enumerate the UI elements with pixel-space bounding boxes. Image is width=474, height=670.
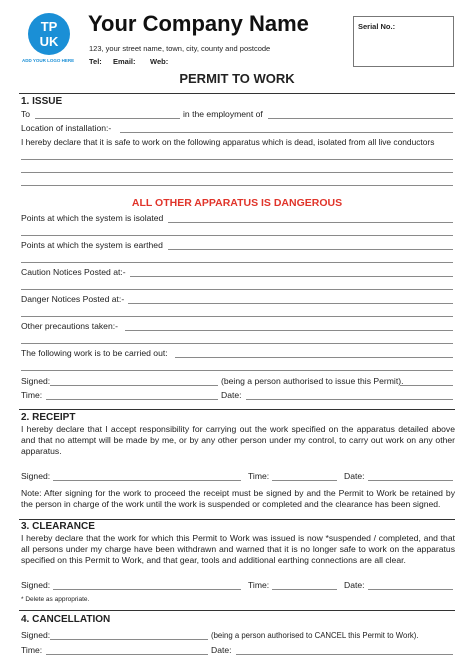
section-cancellation-heading: 4. CANCELLATION xyxy=(21,614,111,625)
issue-signed-note: (being a person authorised to issue this Permit). xyxy=(221,376,404,386)
page-title: PERMIT TO WORK xyxy=(179,71,295,86)
isolated-label: Points at which the system is isolated xyxy=(21,213,164,223)
receipt-note: Note: After signing for the work to proceed the receipt must be signed by and the Permit to Work be retained by the person in charge of the work until the work is suspended or completed and the clearance has been signed. xyxy=(21,488,455,509)
to-label: To xyxy=(21,109,31,119)
company-address: 123, your street name, town, city, county and postcode xyxy=(89,44,271,53)
section-divider xyxy=(19,93,455,94)
work-field-2[interactable] xyxy=(21,370,453,371)
location-label: Location of installation:- xyxy=(21,123,112,133)
delete-footnote: * Delete as appropriate. xyxy=(21,596,90,603)
earthed-field[interactable] xyxy=(168,249,453,250)
work-label: The following work is to be carried out: xyxy=(21,348,168,358)
apparatus-line-2[interactable] xyxy=(21,172,453,173)
issue-time-label: Time: xyxy=(21,390,43,400)
section-divider xyxy=(19,519,455,520)
logo-text-bottom: UK xyxy=(39,34,59,49)
clearance-time-label: Time: xyxy=(248,580,270,590)
company-logo xyxy=(28,13,70,55)
cancel-time-field[interactable] xyxy=(46,654,208,655)
logo-tagline: ADD YOUR LOGO HERE xyxy=(22,58,75,63)
cancel-signature-field[interactable] xyxy=(50,639,208,640)
issue-date-label: Date: xyxy=(221,390,242,400)
clearance-text: I hereby declare that the work for which this Permit to Work was issued is now *suspended / completed, and that all persons under my charge have been withdrawn and warned that it is no longer safe to work on the apparatus specified on this Permit to Work, and that gear, tools and additional earthing connections are all clear. xyxy=(21,533,455,565)
receipt-signature-field[interactable] xyxy=(53,480,241,481)
other-precautions-label: Other precautions taken:- xyxy=(21,321,118,331)
receipt-time-label: Time: xyxy=(248,471,270,481)
section-receipt-heading: 2. RECEIPT xyxy=(21,412,76,423)
logo-text-top: TP xyxy=(40,19,58,34)
web-label: Web: xyxy=(150,57,169,66)
section-divider xyxy=(19,610,455,611)
other-precautions-field-2[interactable] xyxy=(21,343,453,344)
tel-label: Tel: xyxy=(89,57,102,66)
apparatus-line-3[interactable] xyxy=(21,185,453,186)
receipt-date-field[interactable] xyxy=(368,480,453,481)
cancel-time-label: Time: xyxy=(21,645,43,655)
danger-notices-field-2[interactable] xyxy=(21,316,453,317)
section-issue-heading: 1. ISSUE xyxy=(21,96,63,107)
cancel-date-field[interactable] xyxy=(236,654,453,655)
caution-notices-field-2[interactable] xyxy=(21,289,453,290)
employer-field[interactable] xyxy=(268,118,453,119)
danger-warning: ALL OTHER APPARATUS IS DANGEROUS xyxy=(131,197,343,209)
issue-signed-note-line[interactable] xyxy=(400,385,453,386)
issue-date-field[interactable] xyxy=(246,399,453,400)
caution-notices-label: Caution Notices Posted at:- xyxy=(21,267,126,277)
caution-notices-field[interactable] xyxy=(130,276,453,277)
work-field[interactable] xyxy=(175,357,453,358)
company-name: Your Company Name xyxy=(88,11,309,36)
employment-label: in the employment of xyxy=(183,109,263,119)
apparatus-line-1[interactable] xyxy=(21,159,453,160)
email-label: Email: xyxy=(113,57,136,66)
cancel-signed-note: (being a person authorised to CANCEL this Permit to Work). xyxy=(211,631,419,640)
to-field[interactable] xyxy=(35,118,180,119)
isolated-field[interactable] xyxy=(168,222,453,223)
danger-notices-field[interactable] xyxy=(128,303,453,304)
danger-notices-label: Danger Notices Posted at:- xyxy=(21,294,125,304)
section-divider xyxy=(19,409,455,410)
receipt-date-label: Date: xyxy=(344,471,365,481)
issue-time-field[interactable] xyxy=(46,399,218,400)
clearance-signed-label: Signed: xyxy=(21,580,51,590)
cancel-signed-label: Signed: xyxy=(21,630,51,640)
receipt-text: I hereby declare that I accept responsibility for carrying out the work specified on the apparatus detailed above and that no attempt will be made by me, or by any other person under my control, to carry out work on any other apparatus. xyxy=(21,424,455,456)
issue-signature-field[interactable] xyxy=(50,385,218,386)
location-field[interactable] xyxy=(120,132,453,133)
issue-signed-label: Signed: xyxy=(21,376,51,386)
serial-number-box[interactable] xyxy=(353,16,454,67)
other-precautions-field[interactable] xyxy=(125,330,453,331)
section-clearance-heading: 3. CLEARANCE xyxy=(21,521,95,532)
receipt-signed-label: Signed: xyxy=(21,471,51,481)
isolated-field-2[interactable] xyxy=(21,235,453,236)
clearance-date-field[interactable] xyxy=(368,589,453,590)
issue-declaration: I hereby declare that it is safe to work on the following apparatus which is dead, isolated from all live conductors xyxy=(21,137,435,147)
clearance-time-field[interactable] xyxy=(272,589,337,590)
earthed-label: Points at which the system is earthed xyxy=(21,240,163,250)
serial-label: Serial No.: xyxy=(358,22,396,31)
earthed-field-2[interactable] xyxy=(21,262,453,263)
cancel-date-label: Date: xyxy=(211,645,232,655)
receipt-time-field[interactable] xyxy=(272,480,337,481)
clearance-date-label: Date: xyxy=(344,580,365,590)
clearance-signature-field[interactable] xyxy=(53,589,241,590)
